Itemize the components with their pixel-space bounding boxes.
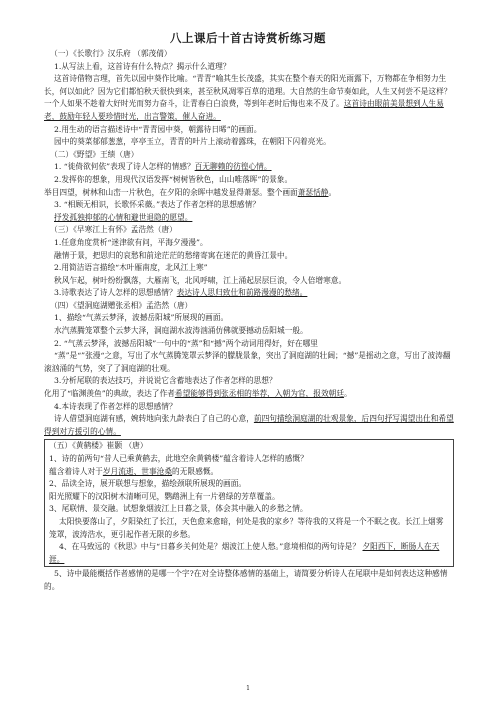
question: 3. “相顾无相识，长歌怀采薇。”表达了作者怎样的思想感情？ bbox=[54, 200, 260, 210]
question bbox=[44, 287, 454, 300]
question-text: 4、在马致远的《秋思》中与“日暮乡关何处是？烟波江上使人愁。”意境相似的两句诗是？ bbox=[59, 542, 361, 552]
answer-end: 。 bbox=[344, 389, 352, 399]
question: 1、描绘“气蒸云梦泽，波撼岳阳城”所展现的画面。 bbox=[54, 313, 229, 323]
question: 2. “气蒸云梦泽，波撼岳阳城”一句中的“蒸”和“撼”两个动词用得好，好在哪里 bbox=[54, 338, 318, 348]
answer: 太阳快要落山了，夕阳染红了长江，天色愈来愈暗，何处是我的家乡？等待我的又将是一个不眠之夜。长江上烟雾笼罩，波涛浩水，更引起作者无限的乡愁。 bbox=[49, 516, 444, 539]
answer: 秋风乍起，树叶纷纷飘落，大雁南飞，北风呼啸，江上涌起层层巨浪，令人倍增寒意。 bbox=[54, 275, 347, 285]
page-title: 八上课后十首古诗赏析练习题 bbox=[170, 31, 326, 45]
question: 5、诗中最能概括作者感情的是哪一个字?在对全诗整体感情的基础上，请简要分析诗人在尾联中是如何表达这种感情的。 bbox=[44, 569, 448, 591]
section-heading: （三）《早寒江上有怀》孟浩然（唐） bbox=[50, 225, 177, 235]
question: 2.用简洁语言描绘“木叶雁南度，北风江上寒” bbox=[54, 263, 208, 273]
answer-text: 这首诗借物言理，首先以园中葵作比喻。“青青”喻其生长茂盛，其实在整个春天的阳光雨露下，万物都在争相努力生长，何以如此？因为它们都怕秋天很快到来，甚至秋风凋零百草的道理。大自然的生命节奏如此，人生又何尝不是这样？一个人如果不趁着大好时光而努力奋斗，让青春白白浪费，等到年老时后悔也来不及了。 bbox=[44, 74, 452, 109]
answer bbox=[44, 388, 454, 401]
question bbox=[44, 161, 454, 174]
answer: 抒发孤独抑郁的心情和避世退隐的愿望。 bbox=[54, 212, 193, 222]
question: 2.用生动的语言描述诗中“青青园中葵，朝露待日晞”的画面。 bbox=[54, 124, 262, 134]
section-heading: （一）《长歌行》汉乐府 （郭茂倩） bbox=[50, 49, 172, 58]
answer: 水汽蒸腾笼罩整个云梦大泽，洞庭湖水波涛汹涌仿佛就要撼动岳阳城一般。 bbox=[54, 326, 308, 336]
answer-underlined: 表达诗人思归致仕和前路漫漫的愁绪。 bbox=[176, 288, 308, 298]
question: 3.分析尾联的表达技巧，并说说它含蓄地表达了作者怎样的思想？ bbox=[54, 376, 277, 386]
question: 2、品读全诗，展开联想与想象，描绘颈联所展现的画面。 bbox=[49, 479, 247, 489]
answer-underlined: 这首诗由眼前美景想到人生易老，鼓励年轻人要珍惜时光，出言警策，催人奋进。 bbox=[44, 99, 444, 121]
answer bbox=[44, 187, 454, 200]
question: 2.发挥你的想象，用现代汉语发挥“树树皆秋色，山山唯落晖”的景象。 bbox=[54, 174, 293, 184]
answer-underlined: 岁月流逝、世事沧桑 bbox=[102, 466, 173, 476]
answer-end: 。 bbox=[328, 187, 337, 197]
answer-text: 诗人借望洞庭湖有感，婉转地向张九龄表白了自己的心意， bbox=[54, 414, 254, 424]
question: 1.从写法上看，这首诗有什么特点？揭示什么道理？ bbox=[54, 61, 231, 71]
page-number: 1 bbox=[246, 685, 250, 692]
answer-underlined: 萧瑟恬静 bbox=[297, 187, 329, 197]
answer: 融情于景，把思归的哀愁和前途茫茫的愁绪寄寓在迷茫的黄昏江景中。 bbox=[54, 250, 293, 260]
answer-text: 蕴含着诗人对于 bbox=[49, 466, 103, 476]
question: 4.本诗表现了作者怎样的思想感情？ bbox=[54, 401, 177, 411]
section-heading: （五）《黄鹤楼》崔颢 （唐） bbox=[49, 441, 148, 451]
answer bbox=[44, 73, 454, 123]
answer-underlined: 希望能够得到张丞相的举荐，入朝为官，报效朝廷 bbox=[174, 389, 345, 399]
answer: 阳光照耀下的汉阳树木清晰可见，鹦鹉洲上有一片碧绿的芳草覆盖。 bbox=[49, 491, 280, 501]
answer bbox=[49, 466, 449, 479]
document-body bbox=[44, 48, 454, 594]
question: 1、诗的前两句“昔人已乘黄鹤去，此地空余黄鹤楼”蕴含着诗人怎样的感慨？ bbox=[49, 454, 308, 463]
question: 1.任意角度赏析“迷津欲有问，平海夕漫漫”。 bbox=[54, 237, 208, 247]
answer-end: 的无限感慨。 bbox=[172, 466, 219, 476]
section-heading: （二）《野望》王绩（唐） bbox=[50, 149, 139, 159]
question-text: 1. “徙倚欲何依”表现了诗人怎样的情感？ bbox=[54, 162, 195, 172]
answer-underlined: 夕阳西下，断肠人在天涯。 bbox=[49, 542, 440, 564]
question-text: 3.诗歌表达了诗人怎样的思想感情？ bbox=[54, 288, 177, 298]
answer: 园中的葵菜郁郁葱葱，亭亭玉立，青青的叶片上滚动着露珠，在朝阳下闪着亮光。 bbox=[54, 137, 331, 147]
question bbox=[49, 541, 449, 566]
answer-underlined: 百无聊赖的彷徨心情。 bbox=[194, 162, 272, 172]
answer: “蒸”是“”张漫“之意，写出了水气蒸腾笼罩云梦泽的朦胧景象，突出了洞庭湖的壮阔；“撼”是摇动之意，写出了波涛翻滚汹涌的气势，突了了洞庭湖的壮观。 bbox=[44, 351, 451, 373]
question: 3、尾联情、景交融。试想象烟波江上日暮之景，体会其中融入的乡愁之情。 bbox=[49, 504, 308, 514]
section-heading: （四）《望洞庭湖赠张丞相》孟浩然（唐） bbox=[50, 300, 193, 310]
answer bbox=[44, 413, 454, 438]
answer-text: 化用了“临渊羡鱼”的典故，表达了作者 bbox=[44, 389, 175, 399]
answer-text: 举目四望，树林和山峦一片秋色，在夕阳的余晖中越发显得萧瑟。整个画面 bbox=[44, 187, 298, 197]
section-box bbox=[44, 439, 454, 567]
answer-underlined: 前四句描绘洞庭湖的壮观景象，后四句抒写渴望出仕和希望得到对方援引的心情。 bbox=[44, 414, 454, 436]
